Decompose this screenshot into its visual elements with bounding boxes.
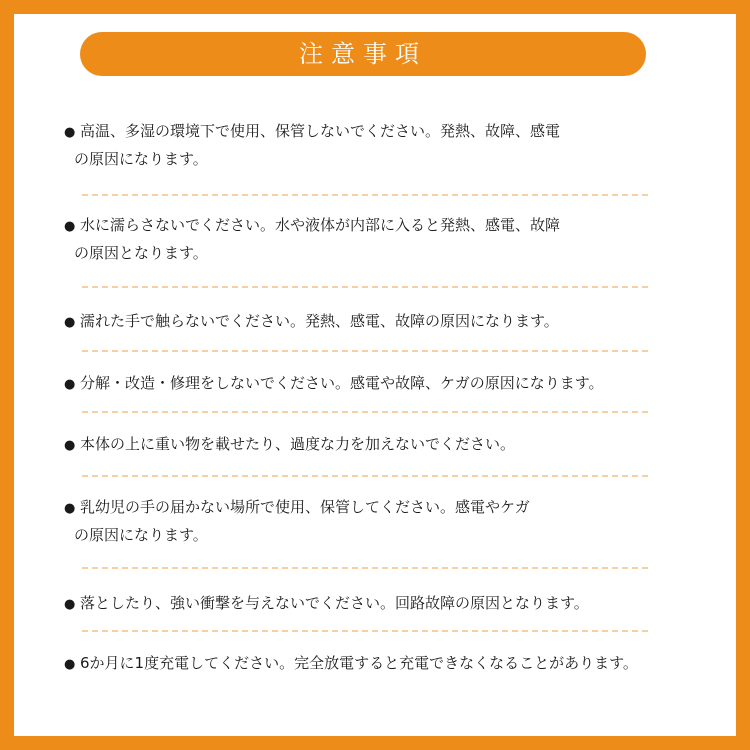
item-text: 乳幼児の手の届かない場所で使用、保管してください。感電やケガ xyxy=(80,498,530,516)
bullet-icon: ● xyxy=(64,597,76,612)
item-text: 6か月に1度充電してください。完全放電すると充電できなくなることがあります。 xyxy=(80,654,638,672)
item-text-continued: の原因になります。 xyxy=(74,150,208,168)
item-text: 濡れた手で触らないでください。発熱、感電、故障の原因になります。 xyxy=(80,312,559,330)
list-item xyxy=(64,650,684,678)
list-item xyxy=(64,118,684,172)
list-item xyxy=(64,494,684,548)
item-text: 落としたり、強い衝撃を与えないでください。回路故障の原因となります。 xyxy=(80,594,589,612)
item-text-continued: の原因になります。 xyxy=(74,526,208,544)
item-text: 分解・改造・修理をしないでください。感電や故障、ケガの原因になります。 xyxy=(80,374,604,392)
dashed-divider xyxy=(82,286,648,288)
item-text: 高温、多湿の環境下で使用、保管しないでください。発熱、故障、感電 xyxy=(80,122,561,140)
bullet-icon: ● xyxy=(64,377,76,392)
bullet-icon: ● xyxy=(64,315,76,330)
bullet-icon: ● xyxy=(64,501,76,516)
dashed-divider xyxy=(82,567,648,569)
list-item xyxy=(64,370,684,398)
bullet-icon: ● xyxy=(64,219,76,234)
list-item xyxy=(64,212,684,266)
bullet-icon: ● xyxy=(64,125,76,140)
dashed-divider xyxy=(82,350,648,352)
bullet-icon: ● xyxy=(64,438,76,453)
page-title: 注意事項 xyxy=(80,32,646,76)
bullet-icon: ● xyxy=(64,657,76,672)
item-text: 本体の上に重い物を載せたり、過度な力を加えないでください。 xyxy=(80,435,516,453)
dashed-divider xyxy=(82,475,648,477)
item-text-continued: の原因となります。 xyxy=(74,244,208,262)
dashed-divider xyxy=(82,630,648,632)
list-item xyxy=(64,308,684,336)
item-text: 水に濡らさないでください。水や液体が内部に入ると発熱、感電、故障 xyxy=(80,216,561,234)
list-item xyxy=(64,590,684,618)
dashed-divider xyxy=(82,194,648,196)
dashed-divider xyxy=(82,411,648,413)
list-item xyxy=(64,431,684,459)
